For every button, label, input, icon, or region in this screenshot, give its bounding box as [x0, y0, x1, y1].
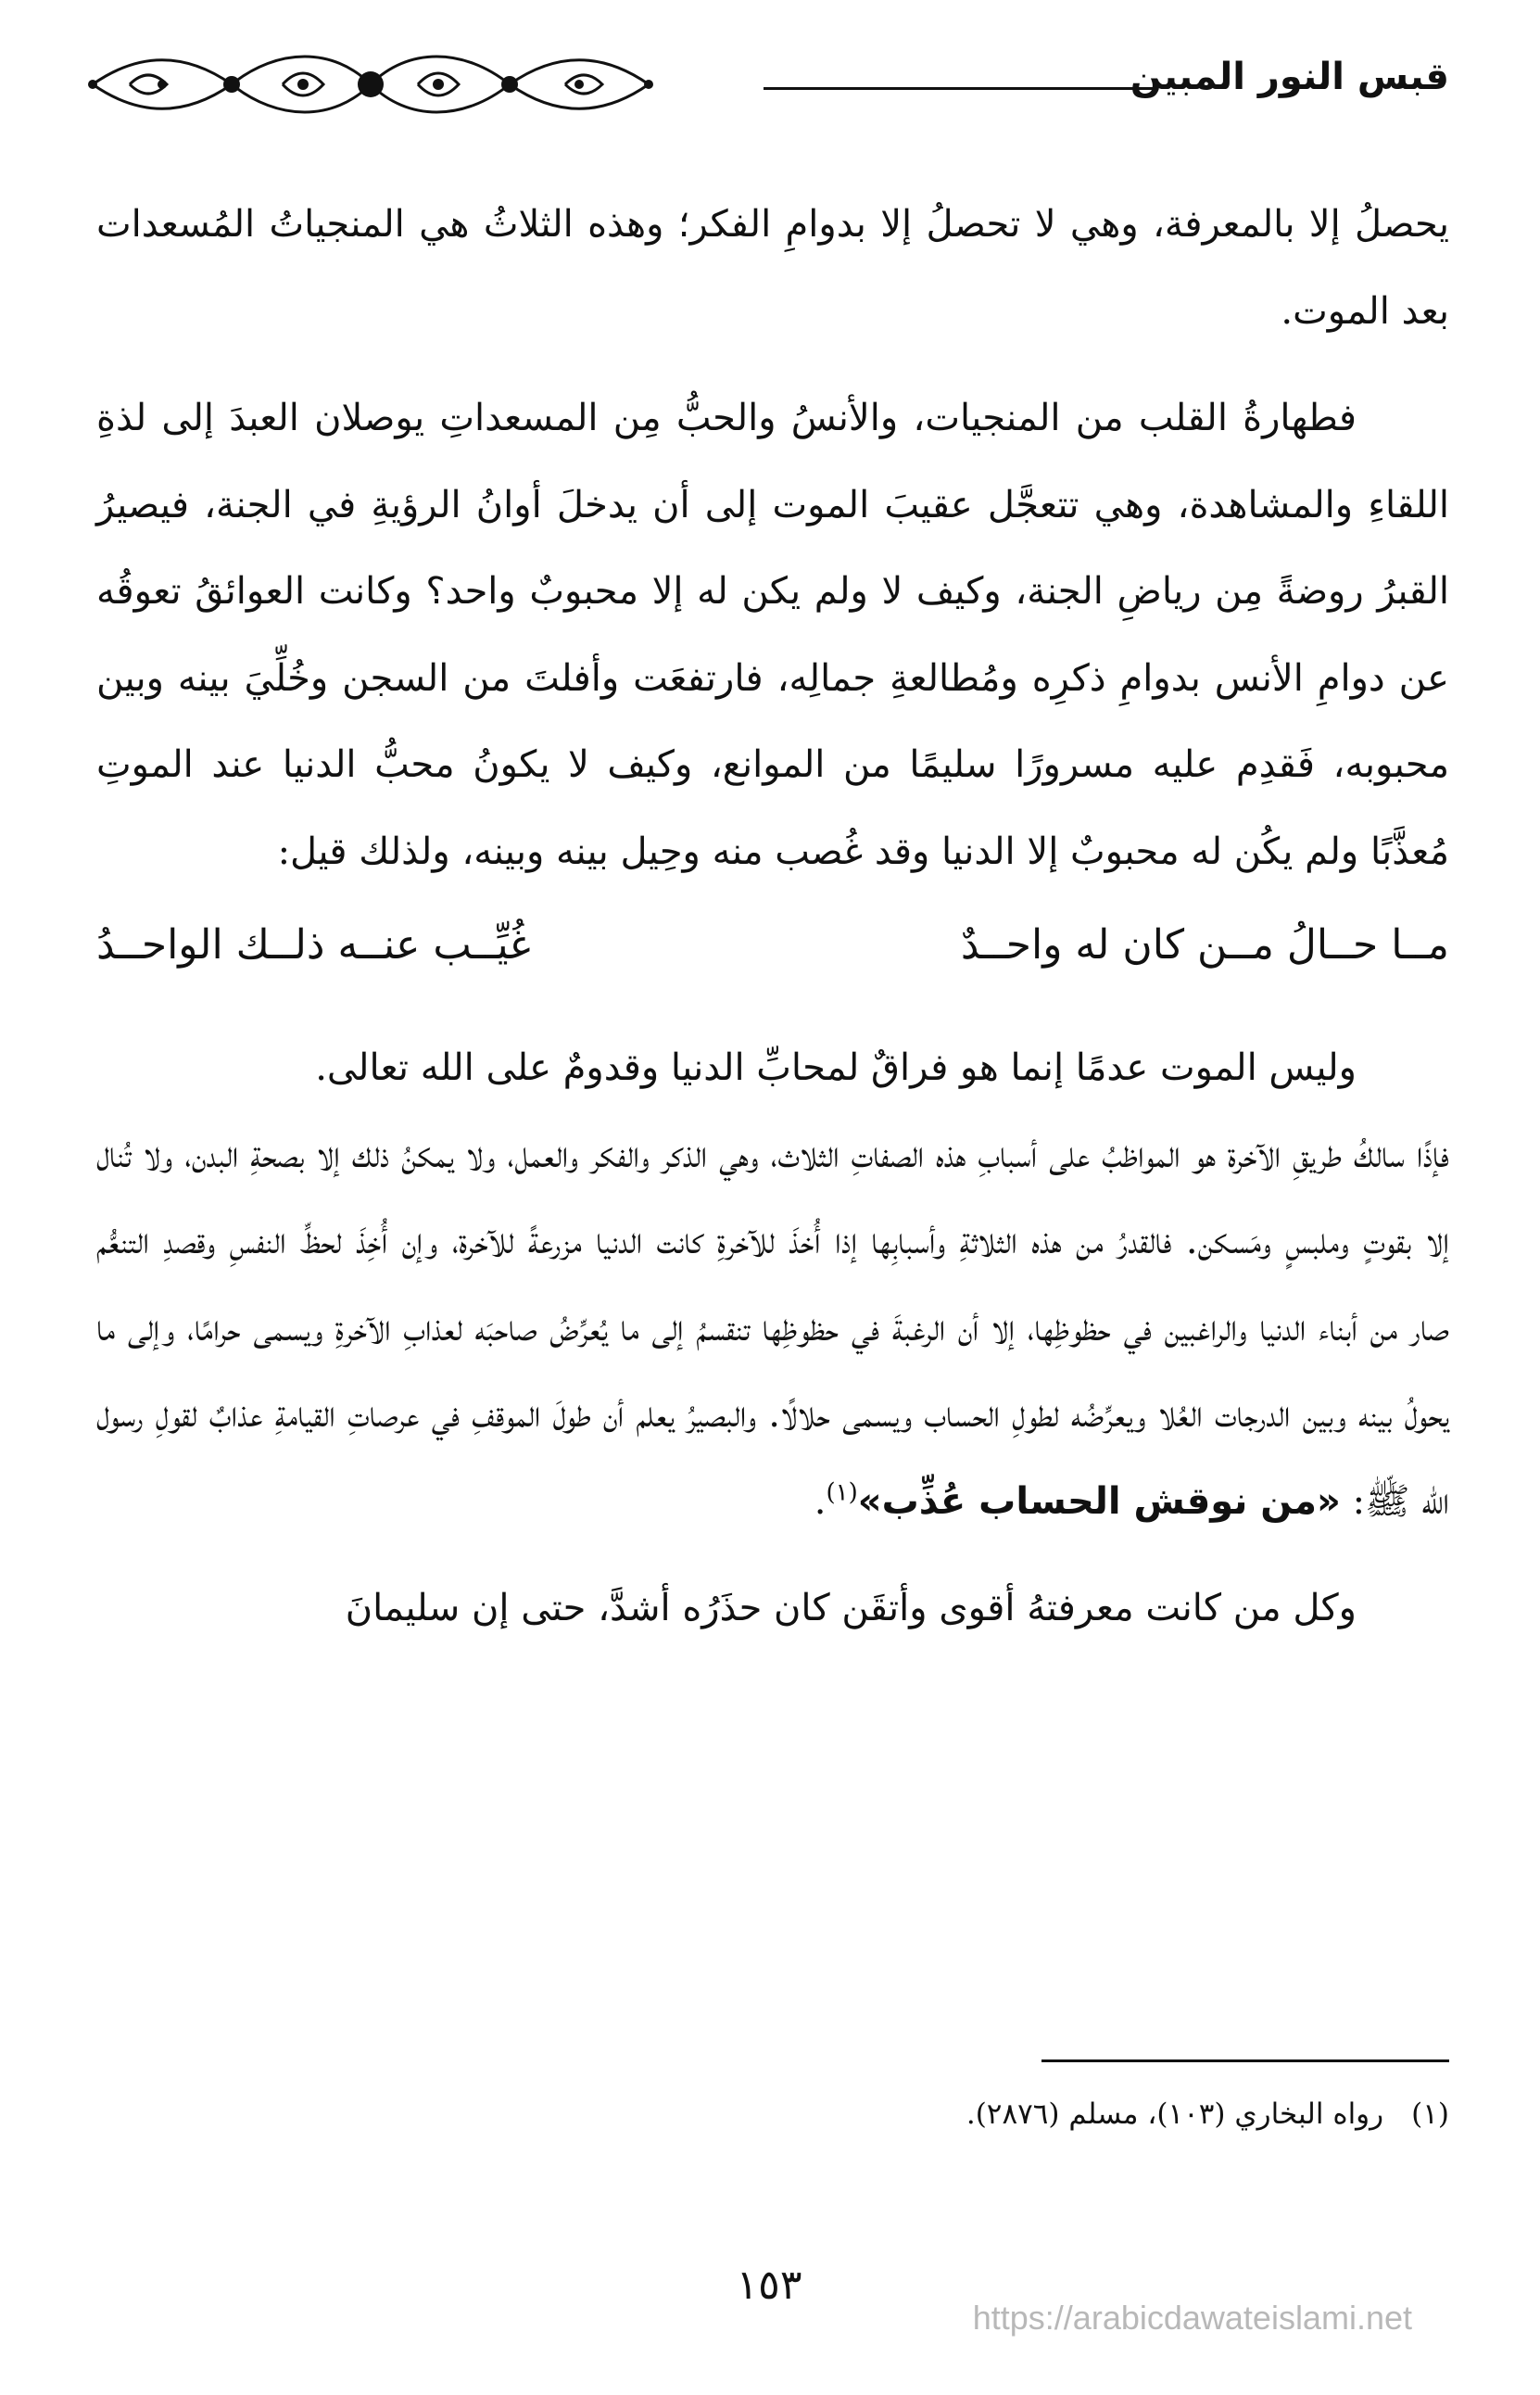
decorative-ornament-icon	[74, 43, 667, 126]
paragraph-end: .	[814, 1479, 827, 1523]
footnote	[96, 2091, 1449, 2137]
footnote-number: (١)	[1411, 2097, 1449, 2131]
page-header	[56, 43, 1449, 126]
watermark: https://arabicdawateislami.net	[972, 2299, 1412, 2337]
verse-first-hemistich: مــا حــالُ مــن كان له واحــدٌ	[960, 921, 1449, 969]
paragraph: وليس الموت عدمًا إنما هو فراقٌ لمحابِّ الدنيا وقدومٌ على الله تعالى.	[315, 1046, 1357, 1089]
paragraph: وكل من كانت معرفتهُ أقوى وأتقَن كان حذَرُه أشدَّ، حتى إن سليمانَ	[345, 1587, 1357, 1629]
footnote-text: رواه البخاري (١٠٣)، مسلم (٢٨٧٦).	[966, 2097, 1384, 2131]
verse-second-hemistich: غُيِّــب عنــه ذلــك الواحــدُ	[96, 921, 531, 969]
hadith-quote: «من نوقش الحساب عُذِّب»	[857, 1479, 1341, 1523]
main-text	[96, 182, 1449, 1653]
paragraph: يحصلُ إلا بالمعرفة، وهي لا تحصلُ إلا بدوامِ الفكر؛ وهذه الثلاثُ هي المنجياتُ المُسعدات بعد الموت.	[96, 203, 1449, 333]
running-title: قبس النور المبين	[1130, 56, 1449, 98]
header-rule	[764, 87, 1153, 90]
footnote-separator	[1041, 2059, 1449, 2062]
poetry-verse	[96, 901, 1449, 990]
paragraph	[96, 1112, 1449, 1546]
paragraph-text: فإذًا سالكُ طريقِ الآخرة هو المواظبُ على أسبابِ هذه الصفاتِ الثلاث، وهي الذكر والفكر والعمل، ولا يمكنُ ذلك إلا بصحةِ البدن، ولا تُنال إلا بقوتٍ وملبسٍ ومَسكن. فالقدرُ من هذه الثلاثةِ وأسبابِها إذا أُخذَ للآخرةِ كانت الدنيا مزرعةً للآخرة، وإن أُخِذَ لحظِّ النفسِ وقصدِ التنعُّم صار من أبناء الدنيا والراغبين في حظوظِها، إلا أن الرغبةَ في حظوظِها تنقسمُ إلى ما يُعرِّضُ صاحبَه لعذابِ الآخرةِ ويسمى حرامًا، وإلى ما يحولُ بينه وبين الدرجات العُلا ويعرِّضُه لطولِ الحساب ويسمى حلالًا. والبصيرُ يعلم أن طولَ الموقفِ في عرصاتِ القيامةِ عذابٌ لقولِ رسول الله ﷺ:	[96, 1133, 1449, 1523]
footnote-marker[interactable]: (١)	[826, 1478, 858, 1507]
page-number: ١٥٣	[736, 2262, 802, 2309]
paragraph: فطهارةُ القلب من المنجيات، والأنسُ والحبُّ مِن المسعداتِ يوصلان العبدَ إلى لذةِ اللقاءِ والمشاهدة، وهي تتعجَّل عقيبَ الموت إلى أن يدخلَ أوانُ الرؤيةِ في الجنة، فيصيرُ القبرُ روضةً مِن رياضِ الجنة، وكيف لا ولم يكن له إلا محبوبٌ واحد؟ وكانت العوائقُ تعوقُه عن دوامِ الأنس بدوامِ ذكرِه ومُطالعةِ جمالِه، فارتفعَت وأفلتَ من السجن وخُلِّيَ بينه وبين محبوبه، فَقدِم عليه مسرورًا سليمًا من الموانع، وكيف لا يكونُ محبُّ الدنيا عند الموتِ مُعذَّبًا ولم يكُن له محبوبٌ إلا الدنيا وقد غُصب منه وحِيل بينه وبينه، ولذلك قيل:	[96, 397, 1449, 873]
